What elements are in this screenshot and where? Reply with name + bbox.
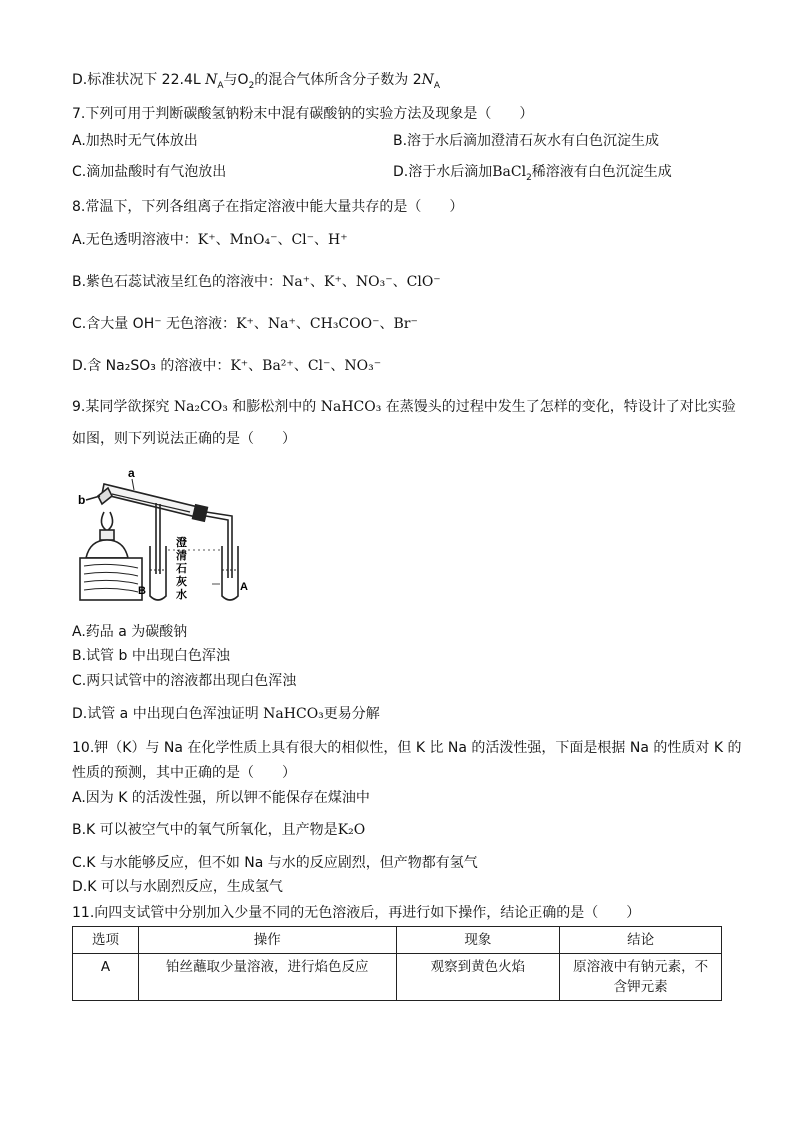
q8a-ions: K⁺、MnO₄⁻、Cl⁻、H⁺	[197, 232, 348, 248]
q8-option-b	[72, 272, 441, 292]
conclusion-line-1: 原溶液中有钠元素，不	[573, 959, 709, 975]
header-conclusion: 结论	[560, 927, 722, 954]
lime-char-4: 灰	[176, 575, 187, 588]
q9d-pre: D.试管 a 中出现白色浑浊证明	[72, 706, 264, 722]
q7-option-c: C.滴加盐酸时有气泡放出	[72, 164, 227, 180]
q10b-pre: B.K 可以被空气中的氧气所氧化，且产物是	[72, 822, 338, 838]
q8d-pre: D.含 Na₂SO₃ 的溶液中：	[72, 358, 231, 374]
q9d-post: 更易分解	[323, 706, 380, 722]
q8a-pre: A.无色透明溶液中：	[72, 232, 198, 248]
q7-option-d	[393, 162, 672, 182]
lime-char-5: 水	[176, 588, 187, 601]
q7-option-b: B.溶于水后滴加澄清石灰水有白色沉淀生成	[393, 133, 660, 149]
label-B: B	[138, 585, 146, 597]
q9-option-c: C.两只试管中的溶液都出现白色浑浊	[72, 673, 297, 689]
na-symbol: N	[205, 72, 218, 88]
na-symbol-2: N	[421, 72, 434, 88]
q6d-mid: 与O	[223, 72, 249, 88]
q8-option-a	[72, 230, 348, 250]
label-b: b	[78, 493, 86, 507]
q9-post: 在蒸馒头的过程中发生了怎样的变化，特设计了对比实验	[381, 399, 736, 415]
q9-mid: 和膨松剂中的	[227, 399, 321, 415]
q8c-pre: C.含大量 OH⁻ 无色溶液：	[72, 316, 237, 332]
q10-option-a: A.因为 K 的活泼性强，所以钾不能保存在煤油中	[72, 790, 370, 806]
q10-option-b	[72, 820, 365, 840]
lime-water-label	[176, 535, 187, 601]
q9-option-b: B.试管 b 中出现白色浑浊	[72, 648, 230, 664]
q7-stem: 7.下列可用于判断碳酸氢钠粉末中混有碳酸钠的实验方法及现象是（ ）	[72, 106, 534, 122]
q8c-ions: K⁺、Na⁺、CH₃COO⁻、Br⁻	[236, 316, 418, 332]
q11-stem: 11.向四支试管中分别加入少量不同的无色溶液后，再进行如下操作，结论正确的是（ ）	[72, 905, 641, 921]
q10b-chem: K₂O	[337, 822, 366, 838]
q9-pre: 9.某同学欲探究	[72, 399, 174, 415]
q7d-post: 稀溶液有白色沉淀生成	[531, 164, 672, 180]
header-operation: 操作	[138, 927, 396, 954]
lime-char-3: 石	[176, 562, 187, 575]
q8d-ions: K⁺、Ba²⁺、Cl⁻、NO₃⁻	[230, 358, 382, 374]
q11-table	[72, 926, 722, 1001]
q7d-chem: BaCl	[492, 164, 527, 180]
cell-operation: 铂丝蘸取少量溶液，进行焰色反应	[138, 954, 396, 1001]
label-A: A	[240, 581, 248, 593]
apparatus-figure	[72, 466, 262, 612]
q9-option-a: A.药品 a 为碳酸钠	[72, 624, 188, 640]
table-header-row	[73, 927, 722, 954]
cell-conclusion	[560, 954, 722, 1001]
na-sub-2: A	[433, 80, 441, 91]
q9-stem-1	[72, 397, 736, 417]
q9-option-d	[72, 704, 380, 724]
header-option: 选项	[73, 927, 139, 954]
q8-option-c	[72, 314, 418, 334]
header-phenomenon: 现象	[396, 927, 560, 954]
lime-char-2: 清	[176, 549, 187, 562]
q10-option-c: C.K 与水能够反应，但不如 Na 与水的反应剧烈，但产物都有氢气	[72, 855, 478, 871]
q6-option-d	[72, 70, 440, 90]
table-row	[73, 954, 722, 1001]
o-sub: 2	[248, 80, 255, 91]
q6d-pre: D.标准状况下 22.4L	[72, 72, 206, 88]
q7d-pre: D.溶于水后滴加	[393, 164, 493, 180]
q9-chem1: Na₂CO₃	[173, 399, 228, 415]
na-sub: A	[217, 80, 224, 91]
q9-stem-2: 如图，则下列说法正确的是（ ）	[72, 431, 296, 447]
q10-stem-2: 性质的预测，其中正确的是（ ）	[72, 765, 296, 781]
q6d-post: 的混合气体所含分子数为 2	[254, 72, 422, 88]
q8-option-d	[72, 356, 381, 376]
cell-option: A	[73, 954, 139, 1001]
q7-option-a: A.加热时无气体放出	[72, 133, 198, 149]
q9-chem2: NaHCO₃	[320, 399, 382, 415]
q7d-sub: 2	[526, 172, 532, 183]
q8-stem: 8.常温下，下列各组离子在指定溶液中能大量共存的是（ ）	[72, 199, 464, 215]
q10-stem-1: 10.钾（K）与 Na 在化学性质上具有很大的相似性，但 K 比 Na 的活泼性强，下面是根据 Na 的性质对 K 的	[72, 740, 742, 756]
q9d-chem: NaHCO₃	[263, 706, 324, 722]
q10-option-d: D.K 可以与水剧烈反应，生成氢气	[72, 879, 283, 895]
cell-phenomenon: 观察到黄色火焰	[396, 954, 560, 1001]
conclusion-line-2: 含钾元素	[613, 979, 668, 995]
lime-char-1: 澄	[176, 536, 187, 549]
label-a: a	[128, 466, 135, 480]
q8b-pre: B.紫色石蕊试液呈红色的溶液中：	[72, 274, 283, 290]
q8b-ions: Na⁺、K⁺、NO₃⁻、ClO⁻	[282, 274, 441, 290]
